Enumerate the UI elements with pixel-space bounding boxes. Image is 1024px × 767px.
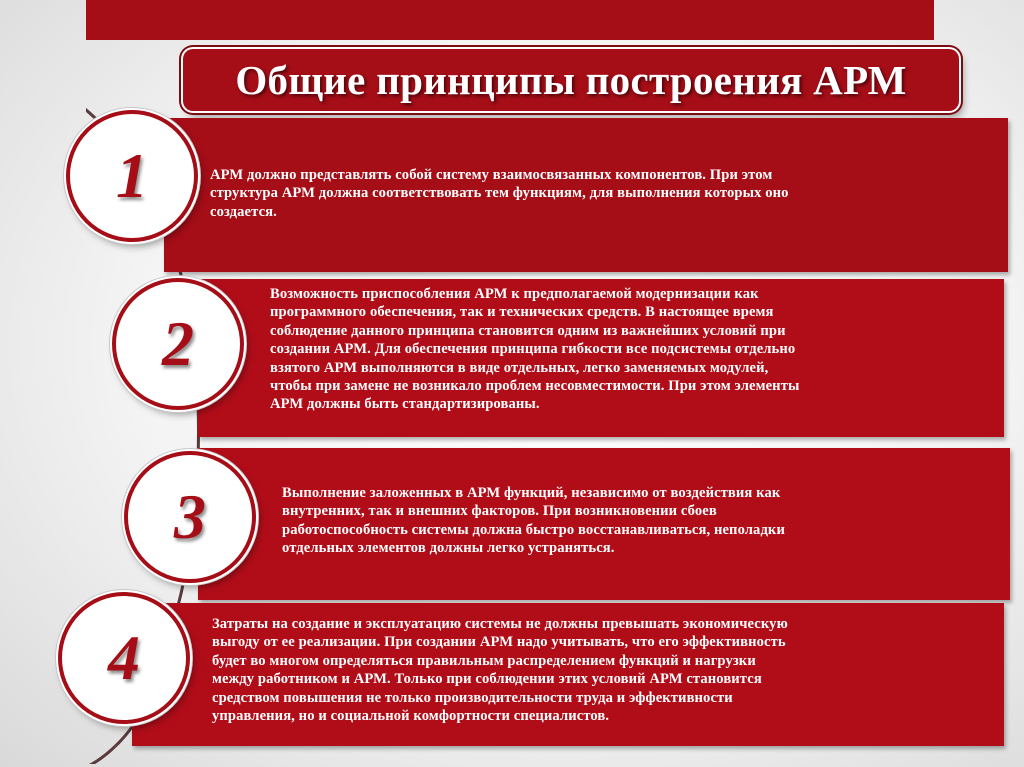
principle-number-badge-1 <box>66 110 198 242</box>
principle-number-badge-3 <box>124 451 256 583</box>
principle-panel-3 <box>198 448 1010 600</box>
principle-text-2: Возможность приспособления АРМ к предполагаемой модернизации как программного обеспечения, так и технических средств. В настоящее время соблюдение данного принципа становится одним из важнейших условий при создании АРМ. Для обеспечения принципа гибкости все подсистемы отдельно взятого АРМ выполняются в виде отдельных, легко заменяемых модулей, чтобы при замене не возникало проблем несовместимости. При этом элементы АРМ должны быть стандартизированы. <box>270 286 800 413</box>
title-banner <box>183 49 959 111</box>
principle-panel-2 <box>198 279 1004 437</box>
principle-number-1: 1 <box>116 140 148 211</box>
slide-title: Общие принципы построения АРМ <box>235 57 907 103</box>
principle-text-3: Выполнение заложенных в АРМ функций, независимо от воздействия как внутренних, так и внешних факторов. При возникновении сбоев работоспособность системы должна быстро восстанавливаться, неполадки отдельных элементов должны легко устраняться. <box>282 485 785 557</box>
principle-panel-1 <box>164 118 1008 272</box>
principle-panel-4 <box>132 603 1004 746</box>
principle-number-badge-2 <box>112 278 244 410</box>
principle-number-2: 2 <box>162 308 194 379</box>
principle-number-badge-4 <box>58 592 190 724</box>
principle-number-4: 4 <box>108 622 140 693</box>
principle-text-1: АРМ должно представлять собой систему взаимосвязанных компонентов. При этом структура АРМ должна соответствовать тем функциям, для выполнения которых оно создается. <box>210 167 789 220</box>
principle-text-4: Затраты на создание и эксплуатацию системы не должны превышать экономическую выгоду от ее реализации. При создании АРМ надо учитывать, что его эффективность будет во многом определяться правильным распределением функций и нагрузки между работником и АРМ. Только при соблюдении этих условий АРМ становится средством повышения не только производительности труда и эффективности управления, но и социальной комфортности специалистов. <box>212 616 788 725</box>
principle-number-3: 3 <box>174 481 206 552</box>
top-decorative-bar <box>86 0 934 40</box>
